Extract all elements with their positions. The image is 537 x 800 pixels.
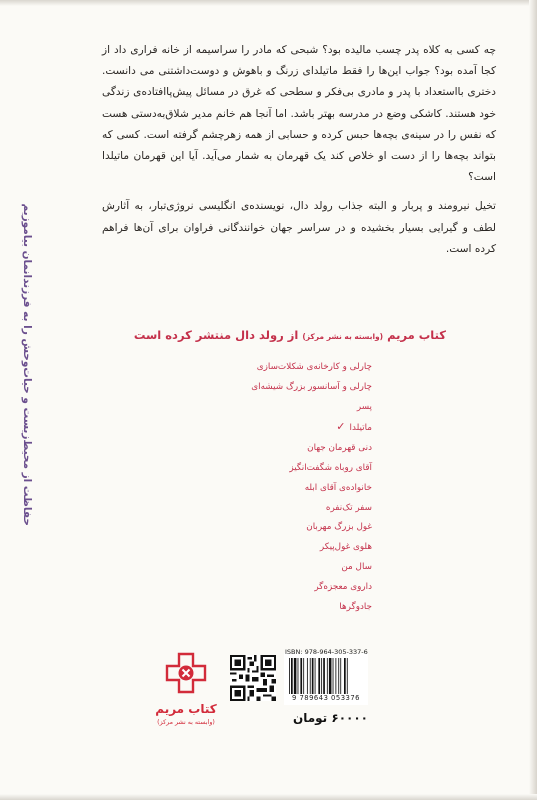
publisher-logo-icon: [165, 652, 207, 694]
book-item: جادوگرها: [339, 601, 372, 612]
barcode-icon: [287, 658, 365, 696]
book-item: سال من: [341, 561, 372, 572]
book-item: غول بزرگ مهربان: [306, 522, 372, 533]
publisher-name: کتاب مریم: [155, 702, 217, 716]
book-item: آقای روباه شگفت‌انگیز: [289, 462, 372, 473]
book-item: هلوی غول‌پیکر: [319, 542, 372, 553]
book-item: خانواده‌ی آقای ابله: [304, 482, 372, 493]
page-top-edge: [0, 0, 537, 6]
book-item: دنی قهرمان جهان: [307, 443, 372, 454]
page-right-edge: [529, 0, 537, 800]
publisher-subtitle: (وابسته به نشر مرکز): [157, 719, 215, 726]
heading-publisher: کتاب مریم: [387, 328, 446, 342]
book-item: چارلی و کارخانه‌ی شکلات‌سازی: [256, 362, 372, 372]
book-list: [200, 358, 372, 617]
price-label: ۶۰۰۰۰ تومان: [292, 711, 368, 725]
book-item: چارلی و آسانسور بزرگ شیشه‌ای: [251, 381, 372, 392]
book-item: داروی معجزه‌گر: [314, 581, 372, 592]
book-description: [102, 40, 496, 260]
description-paragraph-2: تخیل نیرومند و پربار و البته جذاب رولد دال، نویسنده‌ی انگلیسی نروژی‌تبار، به آثارش لطف و گیرایی بسیار بخشیده و در سراسر جهان خوانندگانی فراوان برای آن‌ها فراهم کرده است.: [102, 200, 496, 255]
page-bottom-edge: [0, 794, 537, 800]
book-item: پسر: [356, 401, 372, 412]
isbn-number: ISBN: 978-964-305-337-6: [285, 648, 368, 656]
environment-slogan: حفاظت از محیط‌زیست و حیات‌وحش را به فرزندانمان بیاموزیم: [21, 203, 33, 526]
book-title: ماتیلدا: [349, 423, 372, 434]
check-mark-icon: ✓: [336, 420, 346, 434]
book-item: سفر تک‌نفره: [325, 502, 372, 513]
book-list-heading: [133, 328, 446, 342]
heading-affiliation: (وابسته به نشر مرکز): [302, 332, 384, 341]
qr-code-icon: [230, 655, 276, 701]
heading-rest: از رولد دال منتشر کرده است: [133, 328, 299, 342]
description-paragraph-1: چه کسی به کلاه پدر چسب مالیده بود؟ شبحی که مادر را سراسیمه از خانه فراری داد از کجا آمده بود؟ جواب این‌ها را فقط ماتیلدای زرنگ و باهوش و دوست‌داشتنی می‌ دانست. دختری بااستعداد با پدر و مادری بی‌فکر و سطحی که غرق در مسائل پیش‌پاافتاده‌ی زندگی خود هستند. کاشکی وضع در مدرسه بهتر باشد. اما آنجا هم خانم مدیر شلاق‌به‌دستی هست که نفس را در سینه‌ی بچه‌ها حبس کرده و حسابی از همه زهرچشم گرفته است. کسی که بتواند بچه‌ها را از دست او خلاص کند یک قهرمان به شمار می‌آید. آیا این قهرمان ماتیلدا است؟: [102, 44, 496, 184]
book-item-checked: [200, 417, 372, 439]
barcode-digits: 9 789643 053376: [291, 694, 361, 702]
